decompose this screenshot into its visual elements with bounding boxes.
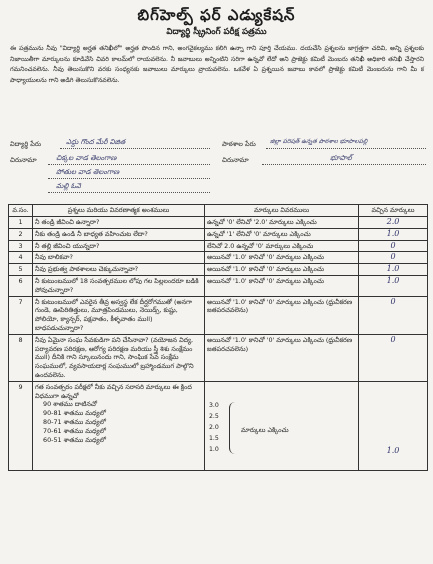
- grade-band-score: 2.0: [209, 423, 219, 431]
- row-details: ఉన్నచో '1' లేనిచో '0' మార్కులు ఎక్కించు: [205, 228, 359, 240]
- row-details: అయినచో '1.0' కానిచో '0' మార్కులు ఎక్కించు (ధ్రువీకరణ జతపరచవలెను): [205, 296, 359, 334]
- address-line-2: [48, 178, 210, 179]
- row-question: నీకు తండ్రి ఉండి నీ బాధ్యత వహించుట లేదా?: [33, 228, 205, 240]
- page-title: బిగ్‌హెల్ప్ ఫర్ ఎడ్యుకేషన్: [137, 6, 296, 24]
- school-address-label: చిరునామా: [222, 156, 249, 164]
- row-mark-input[interactable]: 0: [359, 252, 428, 264]
- row-no: 6: [9, 275, 33, 296]
- address-value-2: పోతుల వాడ తెలంగాణ: [56, 168, 120, 176]
- row-details: అయినచో '1.0' కానిచో '0' మార్కులు ఎక్కించు: [205, 275, 359, 296]
- grade-scale-cell: [205, 381, 359, 470]
- address-label: చిరునామా: [10, 156, 37, 164]
- row-question-grades: [33, 381, 205, 470]
- row-mark-input[interactable]: 0: [359, 296, 428, 334]
- address-value-3: మల్లి ఓవె: [56, 182, 81, 190]
- header-question: ప్రశ్నలు మరియు వివరణాత్మక అంశములు: [33, 205, 205, 217]
- school-address-line: [262, 164, 426, 165]
- table-row: [9, 217, 428, 229]
- row-question: నీ కుటుంబములో ఎవరైన తీవ్ర అస్వస్థ లేక దీర్ఘరోగముతో (అనగా గుండె, ఊపిరితిత్తులు, మూత్రపిండములు, నెయిడ్స్, కుష్టు, పోలియో, క్యాన్సర్, పక్షవాతం, కీళ్ళవాతం ముll) బాధపడుచున్నారా?: [33, 296, 205, 334]
- page-subtitle: విద్యార్థి స్క్రీనింగ్ పరీక్ష పత్రము: [166, 27, 267, 37]
- row-question: నీ తండ్రి జీవించి ఉన్నారా?: [33, 217, 205, 229]
- grade-scale-label: మార్కులు ఎక్కించు: [241, 425, 289, 434]
- school-address-value: భూపాల్: [330, 154, 352, 162]
- row-question: నీవు ప్రభుత్వ పాఠశాలలు చెక్కుచున్నావా?: [33, 264, 205, 276]
- row-no: 2: [9, 228, 33, 240]
- row-mark-input[interactable]: 0: [359, 334, 428, 381]
- row-details: అయినచో '1.0' కానిచో '0' మార్కులు ఎక్కించు: [205, 264, 359, 276]
- student-name-label: విద్యార్థి పేరు: [10, 140, 42, 148]
- row-question: గత సంవత్సరం పరీక్షలో నీకు వచ్చిన సరాసరి మార్కులు ఈ క్రింద విధముగా ఉన్నచో: [35, 382, 192, 400]
- intro-paragraph: ఈ పత్రమును నీవు "విద్యార్థి అర్హత తనిఖీలో" అర్హత పొందిన గాని, అంగవైకల్యము కలిగి ఉన్నా గాని పూర్తి చేయము. దయచేసి ప్రశ్నలను జాగ్రత్తగా చదివి, అన్ని ప్రశ్నలకు నిజాయితీగా మార్కులను కూడివేసి చివరి కాలమ్‌లో రాయవలెను. నీ జవాబులు అన్నింటిని సరిగా ఉన్నవో లేదో అని ప్రాజెక్టు కమిటీ మెంబరు తనిఖీ అధికారి తనిఖీ చేస్తారని గమనించవలెను. నీవు తెలుసుకొని వరకు సంధ్యనకు జవాబులు మార్కులు వ్రాయవలెను. ఒకవేళ ఏ ప్రశ్నయిన జవాబు కావలో ప్రాజెక్టు కమిటీ మెంబరును గాని మీ క పాధ్యాయులను గాని అడిగి తెలుసుకొనవలెను.: [10, 45, 424, 84]
- school-address-field: [222, 156, 249, 166]
- row-mark-input[interactable]: 1.0: [359, 275, 428, 296]
- grade-band-range: 90 శాతము దాటినచో: [43, 400, 97, 409]
- row-no: 8: [9, 334, 33, 381]
- row-question: నీవు బాలికవా?: [33, 252, 205, 264]
- table-row: [9, 240, 428, 252]
- row-mark-input[interactable]: 0: [359, 240, 428, 252]
- table-row: [9, 275, 428, 296]
- header-marks: వచ్చిన మార్కులు: [359, 205, 428, 217]
- row-question: నీ కుటుంబములో 18 సంవత్సరముల లోపు గల పిల్లలందరూ బడికి పోవుచున్నారా?: [33, 275, 205, 296]
- grade-band-range: 70-61 శాతము మధ్యలో: [43, 426, 106, 435]
- student-name-value: ఎద్దు గొంద మేరీ విజిత: [66, 138, 126, 146]
- school-name-field: [222, 140, 256, 150]
- row-no: 5: [9, 264, 33, 276]
- grade-brace: [229, 402, 238, 454]
- table-header-row: [9, 205, 428, 217]
- table-row: [9, 264, 428, 276]
- row-no: 7: [9, 296, 33, 334]
- row-question: నీవు ఏమైనా సంఘ సేవకుడిగా పని చేసినావా? (వయోజన విద్య, పర్యావరణ పరిరక్షణ, ఆరోగ్య పరిరక్షణ మరియు స్త్రీ శిశు సంక్షేమం ముll) దీనికి గాని స్కూలునందు గాని, సాంఘిక సేవ సంక్షేమ సంఘములో, వ్యవసాయదార్ల సంఘములో బ్రహ్మాండముగ పాల్గొని ఉందవలెను.: [33, 334, 205, 381]
- row-question: నీ తల్లి జీవించి యున్నదా?: [33, 240, 205, 252]
- student-name-line: [60, 148, 210, 149]
- row-no: 9: [9, 381, 33, 470]
- grade-band-score: 1.5: [209, 434, 219, 442]
- address-line: [48, 164, 210, 165]
- row-mark-input[interactable]: 2.0: [359, 217, 428, 229]
- row-details: అయినచో '1.0' కానిచో '0' మార్కులు ఎక్కించు: [205, 252, 359, 264]
- row-no: 4: [9, 252, 33, 264]
- row-mark-input[interactable]: 1.0: [359, 264, 428, 276]
- row-details: అయినచో '1.0' కానిచో '0' మార్కులు ఎక్కించు (ధ్రువీకరణ జతపరచవలెను): [205, 334, 359, 381]
- row-no: 1: [9, 217, 33, 229]
- screening-table: [8, 204, 428, 471]
- table-row: [9, 296, 428, 334]
- grade-band-list: [35, 400, 202, 444]
- row-mark-input[interactable]: 1.0: [359, 381, 428, 470]
- address-value-1: చిక్కల వాడ తెలంగాణ: [56, 154, 117, 162]
- row-details: లేనిచో 2.0 ఉన్నచో '0' మార్కులు ఎక్కించు: [205, 240, 359, 252]
- grade-band-score: 3.0: [209, 401, 219, 409]
- row-details: ఉన్నచో '0' లేనిచో '2.0' మార్కులు ఎక్కించు: [205, 217, 359, 229]
- grade-band-score: 2.5: [209, 412, 219, 420]
- grade-band-range: 60-51 శాతము మధ్యలో: [43, 435, 106, 444]
- school-name-value: జిల్లా పరిషత్ ఉన్నత పాఠశాల భూపాలపల్లి: [270, 138, 368, 145]
- row-no: 3: [9, 240, 33, 252]
- grade-band-range: 90-81 శాతము మధ్యలో: [43, 409, 106, 418]
- header-details: మార్కులు వివరములు: [205, 205, 359, 217]
- grade-scale: [209, 400, 219, 455]
- header-no: వ.సం.: [9, 205, 33, 217]
- address-line-3: [48, 192, 210, 193]
- table-row: [9, 228, 428, 240]
- grade-band-range: 80-71 శాతము మధ్యలో: [43, 417, 106, 426]
- address-field: [10, 156, 37, 166]
- grade-band-score: 1.0: [209, 445, 219, 453]
- table-row: [9, 334, 428, 381]
- table-row: [9, 381, 428, 470]
- student-name-field: [10, 140, 41, 150]
- school-name-line: [266, 148, 426, 149]
- row-mark-input[interactable]: 1.0: [359, 228, 428, 240]
- school-name-label: పాఠశాల పేరు: [222, 140, 256, 148]
- table-row: [9, 252, 428, 264]
